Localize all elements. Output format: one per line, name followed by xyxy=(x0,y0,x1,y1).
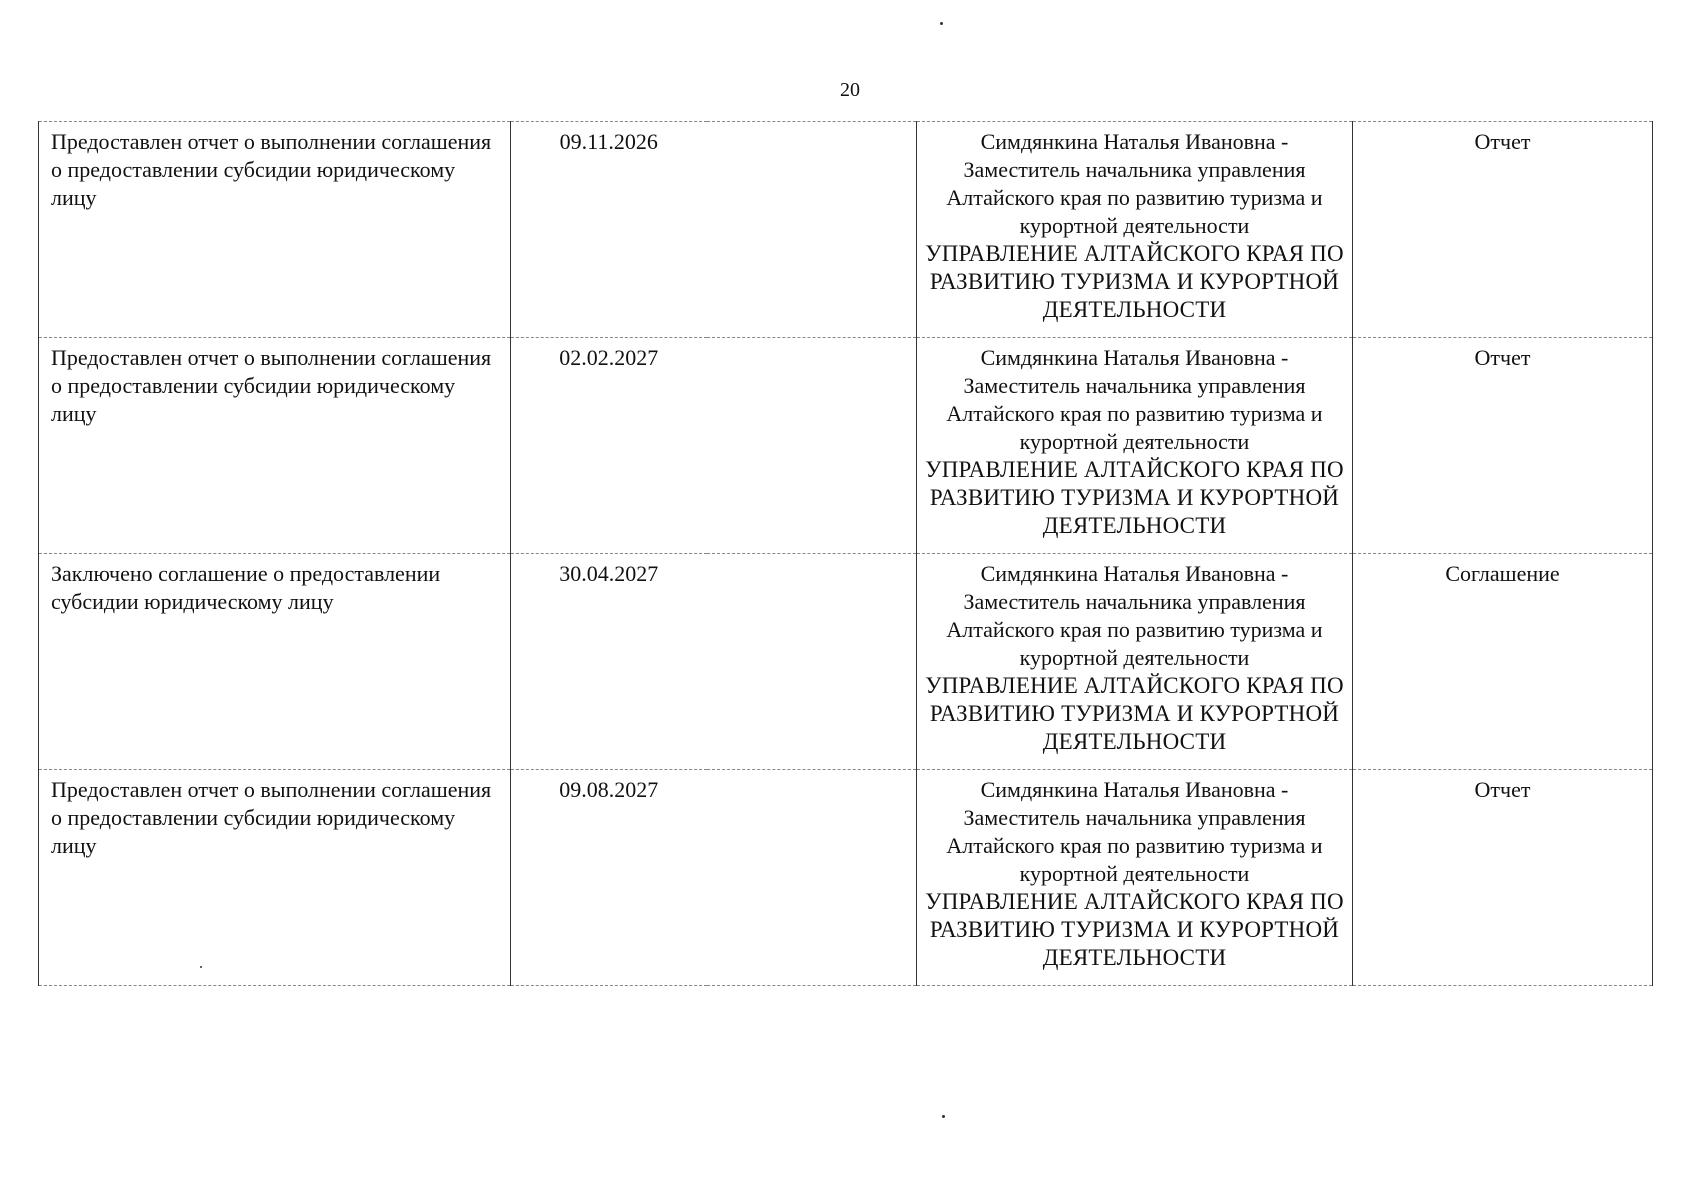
date-cell: 02.02.2027 xyxy=(511,338,707,554)
table-row xyxy=(39,122,1653,338)
responsible-cell xyxy=(917,554,1353,770)
responsible-cell xyxy=(917,122,1353,338)
event-table xyxy=(38,121,1653,986)
responsible-person: Симдянкина Наталья Ивановна - Заместитель начальника управления Алтайского края по развитию туризма и курортной деятельности xyxy=(946,129,1323,238)
responsible-cell xyxy=(917,338,1353,554)
table-row xyxy=(39,338,1653,554)
scan-speck xyxy=(942,1115,945,1118)
event-cell: Предоставлен отчет о выполнении соглашения о предоставлении субсидии юридическому лицу xyxy=(39,770,511,986)
scan-speck xyxy=(940,22,943,25)
page-number: 20 xyxy=(840,79,860,101)
responsible-person: Симдянкина Наталья Ивановна - Заместитель начальника управления Алтайского края по развитию туризма и курортной деятельности xyxy=(946,777,1323,886)
document-cell: Отчет xyxy=(1353,338,1653,554)
empty-cell xyxy=(707,122,917,338)
empty-cell xyxy=(707,338,917,554)
responsible-person: Симдянкина Наталья Ивановна - Заместитель начальника управления Алтайского края по развитию туризма и курортной деятельности xyxy=(946,561,1323,670)
responsible-org: УПРАВЛЕНИЕ АЛТАЙСКОГО КРАЯ ПО РАЗВИТИЮ ТУРИЗМА И КУРОРТНОЙ ДЕЯТЕЛЬНОСТИ xyxy=(925,889,1344,970)
document-cell: Соглашение xyxy=(1353,554,1653,770)
responsible-org: УПРАВЛЕНИЕ АЛТАЙСКОГО КРАЯ ПО РАЗВИТИЮ ТУРИЗМА И КУРОРТНОЙ ДЕЯТЕЛЬНОСТИ xyxy=(925,673,1344,754)
empty-cell xyxy=(707,554,917,770)
event-cell: Предоставлен отчет о выполнении соглашения о предоставлении субсидии юридическому лицу xyxy=(39,122,511,338)
event-cell: Предоставлен отчет о выполнении соглашения о предоставлении субсидии юридическому лицу xyxy=(39,338,511,554)
responsible-org: УПРАВЛЕНИЕ АЛТАЙСКОГО КРАЯ ПО РАЗВИТИЮ ТУРИЗМА И КУРОРТНОЙ ДЕЯТЕЛЬНОСТИ xyxy=(925,457,1344,538)
date-cell: 09.08.2027 xyxy=(511,770,707,986)
empty-cell xyxy=(707,770,917,986)
responsible-cell xyxy=(917,770,1353,986)
table-row xyxy=(39,770,1653,986)
responsible-person: Симдянкина Наталья Ивановна - Заместитель начальника управления Алтайского края по развитию туризма и курортной деятельности xyxy=(946,345,1323,454)
table-row xyxy=(39,554,1653,770)
responsible-org: УПРАВЛЕНИЕ АЛТАЙСКОГО КРАЯ ПО РАЗВИТИЮ ТУРИЗМА И КУРОРТНОЙ ДЕЯТЕЛЬНОСТИ xyxy=(925,241,1344,322)
document-cell: Отчет xyxy=(1353,770,1653,986)
date-cell: 09.11.2026 xyxy=(511,122,707,338)
document-cell: Отчет xyxy=(1353,122,1653,338)
event-cell: Заключено соглашение о предоставлении субсидии юридическому лицу xyxy=(39,554,511,770)
date-cell: 30.04.2027 xyxy=(511,554,707,770)
